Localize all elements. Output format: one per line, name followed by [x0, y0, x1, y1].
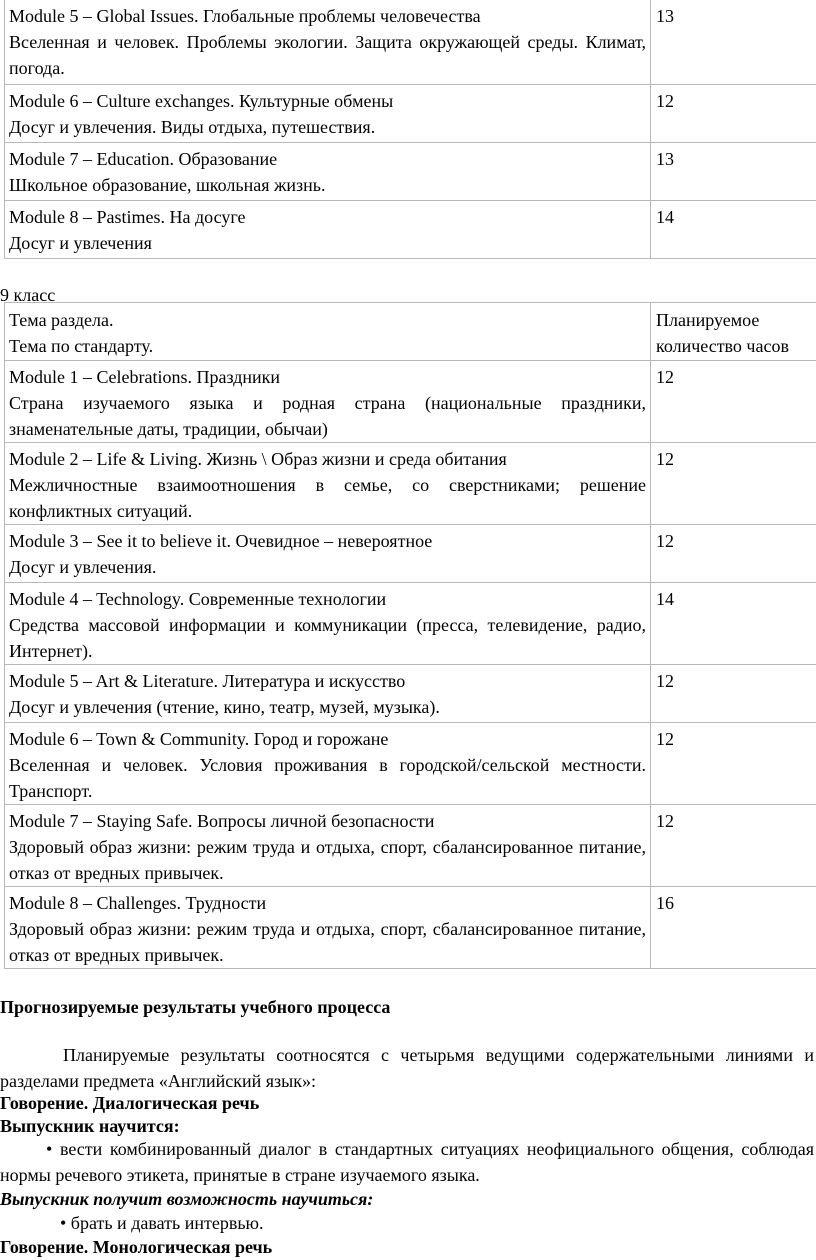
topic-cell — [5, 583, 651, 665]
monolog-speech-heading: Говорение. Монологическая речь — [0, 1234, 272, 1260]
table-row — [5, 805, 816, 887]
results-paragraph: Планируемые результаты соотносятся с четырьмя ведущими содержательными линиями и разделами предмета «Английский язык»: — [0, 1042, 814, 1094]
table-row — [5, 85, 816, 143]
module-description: Школьное образование, школьная жизнь. — [9, 172, 646, 198]
table-row — [5, 583, 816, 665]
topic-cell — [5, 85, 651, 143]
hours-cell: 12 — [651, 361, 816, 443]
module-description: Межличностные взаимоотношения в семье, со сверстниками; решение конфликтных ситуаций. — [9, 472, 646, 524]
hours-cell: 13 — [651, 0, 816, 85]
grade9-topics-table — [4, 302, 816, 969]
table-row — [5, 723, 816, 805]
hours-cell: 12 — [651, 805, 816, 887]
topic-cell — [5, 525, 651, 583]
header-standard: Тема по стандарту. — [9, 333, 646, 359]
module-title: Module 6 – Culture exchanges. Культурные обмены — [9, 88, 646, 114]
topic-cell — [5, 443, 651, 525]
module-title: Module 5 – Global Issues. Глобальные проблемы человечества — [9, 3, 646, 29]
module-title: Module 7 – Education. Образование — [9, 146, 646, 172]
module-title: Module 3 – See it to believe it. Очевидное – невероятное — [9, 528, 646, 554]
topic-cell — [5, 665, 651, 723]
table-header-row — [5, 303, 816, 361]
may-learn-label: Выпускник получит возможность научиться: — [0, 1186, 373, 1212]
module-title: Module 5 – Art & Literature. Литература и искусство — [9, 668, 646, 694]
hours-cell: 12 — [651, 85, 816, 143]
table-row — [5, 0, 816, 85]
table-row — [5, 443, 816, 525]
hours-cell: 12 — [651, 443, 816, 525]
module-description: Досуг и увлечения (чтение, кино, театр, музей, музыка). — [9, 694, 646, 720]
hours-cell: 12 — [651, 525, 816, 583]
topic-cell — [5, 805, 651, 887]
results-heading: Прогнозируемые результаты учебного процесса — [0, 994, 390, 1020]
module-description: Вселенная и человек. Условия проживания в городской/сельской местности. Транспорт. — [9, 752, 646, 804]
topic-cell — [5, 143, 651, 201]
dialog-speech-heading: Говорение. Диалогическая речь — [0, 1090, 259, 1116]
hours-cell: 12 — [651, 723, 816, 805]
module-title: Module 8 – Challenges. Трудности — [9, 890, 646, 916]
header-topic: Тема раздела. — [9, 307, 646, 333]
table-row — [5, 665, 816, 723]
list-item: • вести комбинированный диалог в стандартных ситуациях неофициального общения, соблюдая нормы речевого этикета, принятые в стране изучаемого языка. — [0, 1136, 814, 1188]
module-title: Module 6 – Town & Community. Город и горожане — [9, 726, 646, 752]
module-description: Здоровый образ жизни: режим труда и отдыха, спорт, сбалансированное питание, отказ от вредных привычек. — [9, 916, 646, 968]
module-description: Здоровый образ жизни: режим труда и отдыха, спорт, сбалансированное питание, отказ от вредных привычек. — [9, 834, 646, 886]
table-row — [5, 143, 816, 201]
topic-cell — [5, 887, 651, 969]
hours-cell: 13 — [651, 143, 816, 201]
table-row — [5, 361, 816, 443]
table-row — [5, 525, 816, 583]
topic-cell — [5, 723, 651, 805]
module-description: Средства массовой информации и коммуникации (пресса, телевидение, радио, Интернет). — [9, 612, 646, 664]
module-title: Module 7 – Staying Safe. Вопросы личной безопасности — [9, 808, 646, 834]
grade-9-label: 9 класс — [0, 282, 55, 308]
topic-cell — [5, 201, 651, 259]
module-title: Module 8 – Pastimes. На досуге — [9, 204, 646, 230]
hours-cell: 12 — [651, 665, 816, 723]
topic-cell — [5, 0, 651, 85]
hours-cell: 14 — [651, 201, 816, 259]
module-title: Module 1 – Celebrations. Праздники — [9, 364, 646, 390]
topic-cell — [5, 361, 651, 443]
module-description: Досуг и увлечения. — [9, 554, 646, 580]
table-row — [5, 887, 816, 969]
module-title: Module 2 – Life & Living. Жизнь \ Образ жизни и среда обитания — [9, 446, 646, 472]
list-item: • брать и давать интервью. — [60, 1210, 263, 1236]
grade8-topics-table — [4, 0, 816, 259]
hours-cell: 14 — [651, 583, 816, 665]
will-learn-label: Выпускник научится: — [0, 1113, 180, 1139]
header-hours: Планируемое количество часов — [651, 303, 816, 361]
module-title: Module 4 – Technology. Современные технологии — [9, 586, 646, 612]
hours-cell: 16 — [651, 887, 816, 969]
module-description: Страна изучаемого языка и родная страна (национальные праздники, знаменательные даты, традиции, обычаи) — [9, 390, 646, 442]
module-description: Досуг и увлечения — [9, 230, 646, 256]
header-topic-cell — [5, 303, 651, 361]
table-row — [5, 201, 816, 259]
module-description: Вселенная и человек. Проблемы экологии. Защита окружающей среды. Климат, погода. — [9, 29, 646, 81]
module-description: Досуг и увлечения. Виды отдыха, путешествия. — [9, 114, 646, 140]
